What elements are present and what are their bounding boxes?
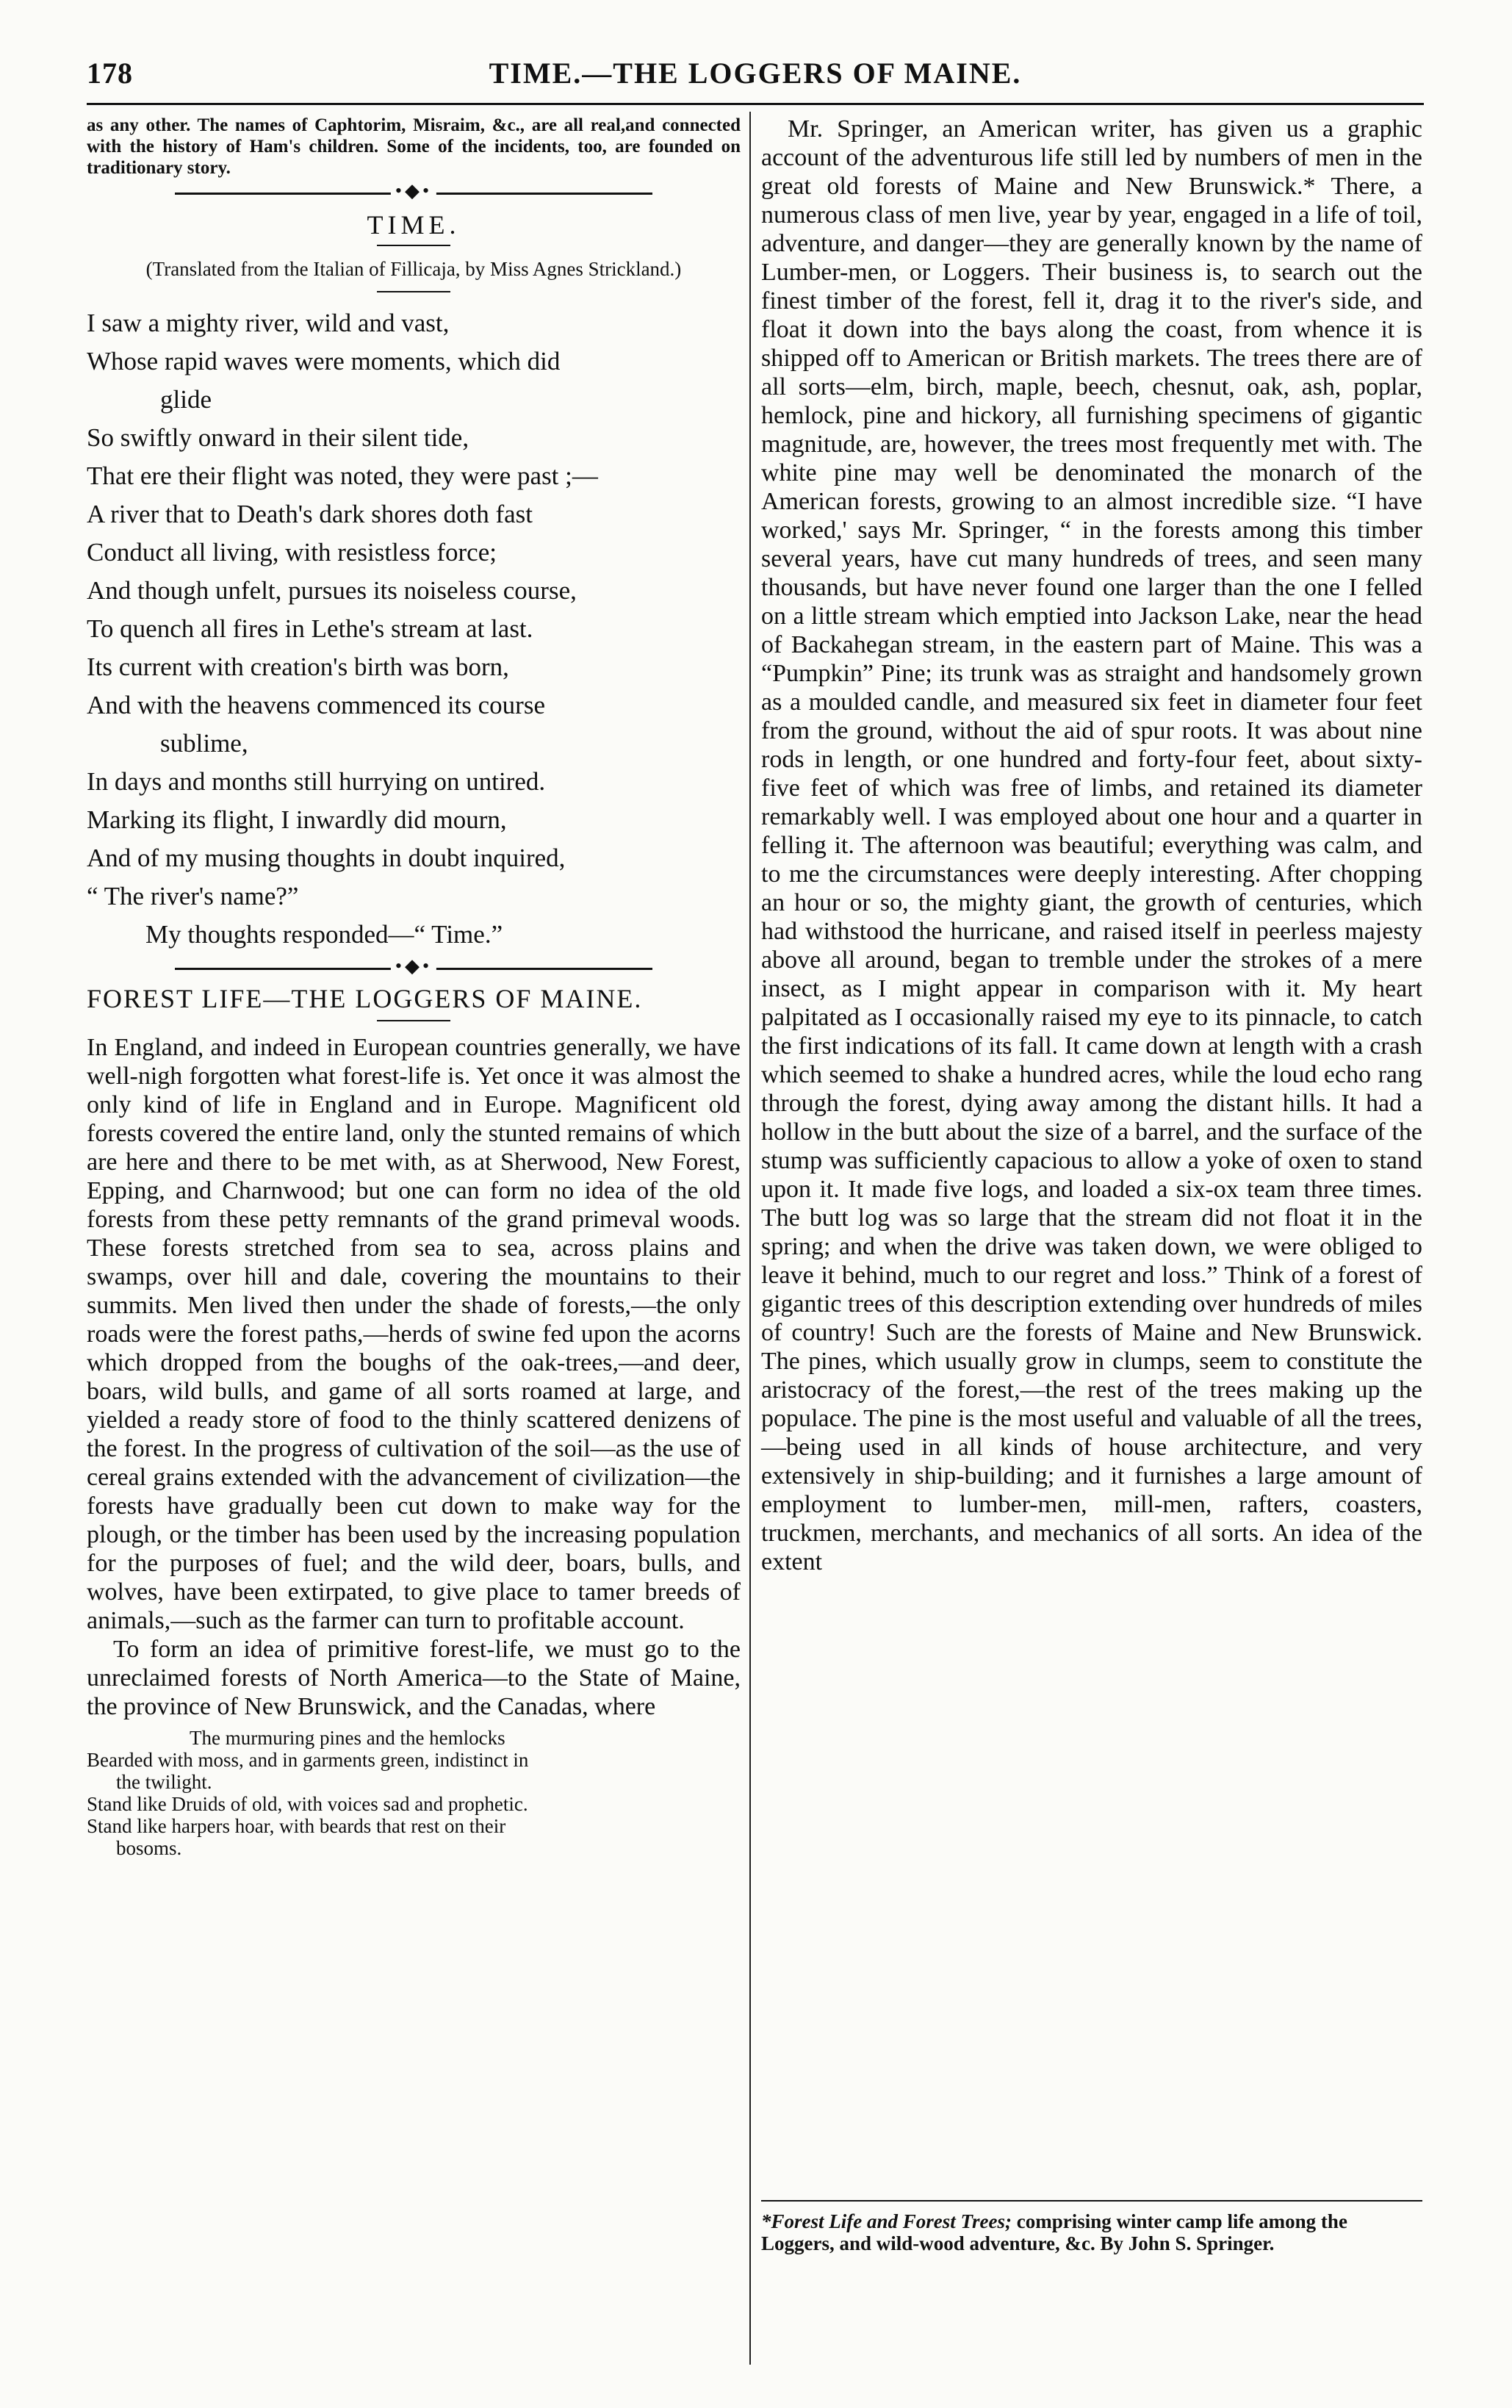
poem <box>87 304 741 954</box>
short-rule <box>377 291 450 292</box>
short-rule <box>377 1020 450 1021</box>
poem-line: “ The river's name?” <box>87 882 299 910</box>
poem-line: I saw a mighty river, wild and vast, <box>87 309 450 337</box>
poem-line: That ere their flight was noted, they were past ;— <box>87 461 598 490</box>
poem-line: My thoughts responded—“ Time.” <box>145 920 503 949</box>
column-divider <box>749 112 751 2365</box>
poem-line: Whose rapid waves were moments, which did <box>87 347 561 375</box>
poem-title: TIME. <box>367 210 461 240</box>
article-paragraph: In England, and indeed in European countries generally, we have well-nigh forgotten what forest-life is. Yet once it was almost the only kind of life in England and in Europe. Magnificent old forests covered the entire land, only the stunted remains of which are here and there to be met with, as at Sherwood, New Forest, Epping, and Charnwood; but one can form no idea of the old forests from these petty remnants of the grand primeval woods. These forests stretched from sea to sea, across plains and swamps, over hill and dale, covering the mountains to their summits. Men lived then under the shade of forests,—the only roads were the forest paths,—herds of swine fed upon the acorns which dropped from the boughs of the oak-trees,—and deer, boars, wild bulls, and game of all sorts roamed at large, and yielded a ready store of food to the thinly scattered denizens of the forest. In the progress of cultivation of the soil—as the use of cereal grains extended with the advancement of civilization—the forests have gradually been cut down to make way for the plough, or the timber has been used by the increasing population for the purposes of fuel; and the wild deer, boars, bulls, and wolves, have been extirpated, to give place to tamer breeds of animals,—such as the farmer can turn to profitable account. <box>87 1034 741 1634</box>
header-rule <box>87 103 1424 105</box>
short-rule <box>377 245 450 246</box>
article-title: FOREST LIFE—THE LOGGERS OF MAINE. <box>87 984 643 1013</box>
footnote-rule <box>761 2200 1422 2202</box>
footnote-text: comprising winter camp life among the Loggers, and wild-wood adventure, &c. By John S. Springer. <box>761 2210 1347 2254</box>
article-paragraph: To form an idea of primitive forest-life, we must go to the unreclaimed forests of North America—to the State of Maine, the province of New Brunswick, and the Canadas, where <box>87 1636 741 1720</box>
translator-note: (Translated from the Italian of Fillicaja, by Miss Agnes Strickland.) <box>145 258 682 280</box>
article-paragraph: Mr. Springer, an American writer, has given us a graphic account of the adventurous life still led by numbers of men in the great old forests of Maine and New Brunswick.* There, a numerous class of men live, year by year, engaged in a life of toil, adventure, and danger—they are generally known by the name of Lumber-men, or Loggers. Their business is, to search out the finest timber of the forest, fell it, drag it to the river's side, and float it down into the bays along the coast, from whence it is shipped off to American or British markets. The trees there are of all sorts—elm, birch, maple, beech, chesnut, oak, ash, poplar, hemlock, pine and hickory, all furnishing specimens of gigantic magnitude, are, however, the trees most frequently met with. The white pine may well be denominated the monarch of the American forests, growing to an almost incredible size. “I have worked,' says Mr. Springer, “ in the forests among this timber several years, have cut many hundreds of trees, and seen many thousands, but have never found one larger than the one I felled on a little stream which emptied into Jackson Lake, near the head of Backahegan stream, in the eastern part of Maine. This was a “Pumpkin” Pine; its trunk was as straight and handsomely grown as a moulded candle, and measured six feet in diameter four feet from the ground, without the aid of spur roots. It was about nine rods in length, or one hundred and forty-four feet, about sixty-five feet of which was free of limbs, and retained its diameter remarkably well. I was employed about one hour and a quarter in felling it. The afternoon was beautiful; everything was calm, and to me the circumstances were deeply interesting. After chopping an hour or so, the mighty giant, the growth of centuries, which had withstood the hurricane, and raised itself in peerless majesty above all around, began to tremble under the strokes of a mere insect, as I might appear in comparison with it. My heart palpitated as I occasionally raised my eye to its pinnacle, to catch the first indications of its fall. It came down at length with a crash which seemed to shake a hundred acres, while the loud echo rang through the forest, dying away among the distant hills. It had a hollow in the butt about the size of a barrel, and the surface of the stump was sufficiently capacious to allow a yoke of oxen to stand upon it. It made five logs, and loaded a six-ox team three times. The butt log was so large that the stream did not float it in the spring; and when the drive was taken down, we were obliged to leave it behind, much to our regret and loss.” Think of a forest of gigantic trees of this description extending over hundreds of miles of country! Such are the forests of Maine and New Brunswick. The pines, which usually grow in clumps, seem to constitute the aristocracy of the forest,—the rest of the trees making up the populace. The pine is the most useful and valuable of all the trees,—being used in all kinds of house architecture, and very extensively in ship-building; and it furnishes a large amount of employment to lumber-men, mill-men, rafters, coasters, truckmen, merchants, and mechanics of all sorts. An idea of the extent <box>761 115 1422 1575</box>
quoted-verse-line: the twilight. <box>116 1771 212 1793</box>
poem-line: And though unfelt, pursues its noiseless course, <box>87 576 577 605</box>
poem-line: Conduct all living, with resistless force; <box>87 538 497 567</box>
poem-line: Its current with creation's birth was born, <box>87 653 509 681</box>
ornament-divider <box>175 955 652 977</box>
previous-article-note: as any other. The names of Caphtorim, Misraim, &c., are all real,and connected with the history of Ham's children. Some of the incidents, too, are founded on traditionary story. <box>87 115 741 178</box>
poem-line: To quench all fires in Lethe's stream at last. <box>87 614 533 643</box>
poem-line: Marking its flight, I inwardly did mourn, <box>87 805 507 834</box>
quoted-verse-line: Bearded with moss, and in garments green, indistinct in <box>87 1749 529 1771</box>
right-column <box>761 115 1422 2374</box>
page-header <box>87 56 1424 100</box>
poem-line: In days and months still hurrying on untired. <box>87 767 546 796</box>
footnote <box>761 2210 1422 2254</box>
ornament-glyph: •◆• <box>391 955 436 977</box>
quoted-verse-line: bosoms. <box>116 1837 182 1859</box>
page-number: 178 <box>87 57 133 90</box>
poem-line: sublime, <box>160 729 248 758</box>
poem-line: And with the heavens commenced its course <box>87 691 545 719</box>
poem-line: And of my musing thoughts in doubt inquired, <box>87 844 566 872</box>
quoted-verse-line: The murmuring pines and the hemlocks <box>190 1727 505 1749</box>
poem-line: glide <box>160 385 212 414</box>
left-column <box>87 115 741 2374</box>
running-head: TIME.—THE LOGGERS OF MAINE. <box>489 57 1022 90</box>
quoted-verse-line: Stand like harpers hoar, with beards that rest on their <box>87 1815 506 1837</box>
footnote-title: *Forest Life and Forest Trees; <box>761 2210 1012 2232</box>
ornament-divider <box>175 180 652 201</box>
poem-line: So swiftly onward in their silent tide, <box>87 423 469 452</box>
quoted-verse-line: Stand like Druids of old, with voices sad and prophetic. <box>87 1793 528 1815</box>
poem-line: A river that to Death's dark shores doth fast <box>87 500 533 528</box>
quoted-verse <box>87 1727 741 1859</box>
ornament-glyph: •◆• <box>391 180 436 202</box>
